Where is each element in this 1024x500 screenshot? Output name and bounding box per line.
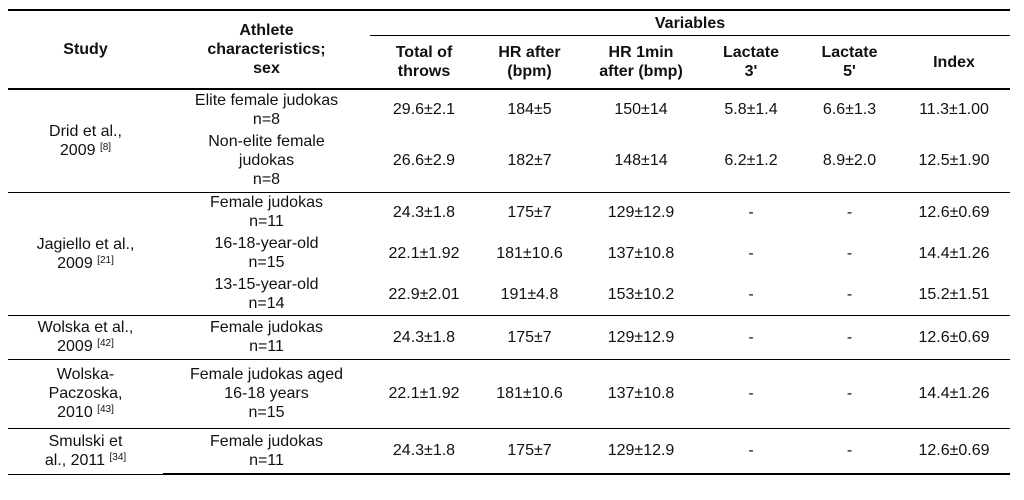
- table-row: [8, 315, 1010, 359]
- value-lactate-5: -: [846, 244, 853, 262]
- study-cell: [8, 192, 163, 315]
- athlete-line: n=11: [249, 451, 284, 469]
- header-line: HR after: [498, 44, 561, 61]
- value-hr-1min: 129±12.9: [607, 203, 675, 221]
- study-cell: [8, 428, 163, 474]
- athlete-line: 16-18-year-old: [214, 235, 319, 252]
- study-cell: [8, 359, 163, 428]
- study-line: Jagiello et al.,: [36, 235, 135, 253]
- header-athlete: [163, 10, 370, 89]
- value-total-throws: 22.9±2.01: [370, 274, 478, 315]
- header-hr-1min: [581, 36, 701, 90]
- header-hr-after: [478, 36, 581, 90]
- table-row: [8, 192, 1010, 232]
- header-line: Total of: [395, 44, 453, 61]
- value-lactate-3: -: [701, 315, 801, 359]
- athlete-line: n=8: [252, 170, 281, 188]
- header-variables: Variables: [370, 10, 1010, 36]
- value-index: 12.6±0.69: [898, 315, 1010, 359]
- athlete-line: n=15: [248, 254, 285, 271]
- athlete-line: n=8: [252, 110, 281, 128]
- study-group-wolska: [8, 315, 1010, 359]
- header-index: [898, 36, 1010, 90]
- header-total-throws: [370, 36, 478, 90]
- value-lactate-5: -: [801, 359, 898, 428]
- value-hr-after: 181±10.6: [496, 244, 563, 262]
- reference-superscript: [34]: [109, 452, 127, 463]
- athlete-cell: [163, 89, 370, 129]
- value-total-throws: 26.6±2.9: [370, 129, 478, 192]
- value-hr-1min: 129±12.9: [581, 428, 701, 474]
- value-lactate-3: -: [748, 244, 754, 262]
- table-row: [8, 428, 1010, 474]
- study-line: Smulski et: [48, 433, 123, 450]
- study-line: Wolska-: [56, 366, 115, 383]
- value-total-throws: 24.3±1.8: [370, 315, 478, 359]
- header-athlete-line: sex: [253, 60, 280, 77]
- study-group-smulski: [8, 428, 1010, 474]
- value-hr-after: 175±7: [507, 203, 552, 221]
- value-total-throws: 24.3±1.8: [392, 203, 456, 221]
- athlete-line: Female judokas: [210, 319, 323, 336]
- value-index: 14.4±1.26: [898, 359, 1010, 428]
- value-lactate-5: 8.9±2.0: [801, 129, 898, 192]
- value-index: 12.6±0.69: [918, 203, 990, 221]
- header-line: Index: [933, 53, 975, 71]
- athlete-line: Female judokas: [210, 194, 323, 212]
- value-hr-1min: 153±10.2: [581, 274, 701, 315]
- study-line: 2010: [57, 404, 93, 421]
- athlete-line: judokas: [238, 151, 295, 169]
- value-hr-after: 191±4.8: [478, 274, 581, 315]
- athlete-cell: [163, 315, 370, 359]
- value-hr-after: 182±7: [478, 129, 581, 192]
- header-line: Lactate: [722, 44, 780, 61]
- study-line: al., 2011: [44, 452, 106, 469]
- header-line: HR 1min: [608, 44, 674, 61]
- reference-superscript: [43]: [97, 404, 114, 415]
- value-lactate-3: -: [701, 274, 801, 315]
- study-group-wolska-paczoska: [8, 359, 1010, 428]
- header-line: throws: [397, 63, 451, 80]
- value-lactate-3: -: [701, 428, 801, 474]
- header-athlete-line: characteristics;: [207, 41, 326, 58]
- reference-superscript: [21]: [97, 254, 114, 266]
- header-line: 5': [843, 63, 856, 80]
- athlete-cell: [163, 129, 370, 192]
- athlete-line: Elite female judokas: [194, 91, 339, 109]
- header-athlete-line: Athlete: [239, 22, 294, 39]
- athlete-line: Non-elite female: [208, 132, 325, 150]
- study-line: 2009: [57, 254, 93, 272]
- athlete-line: n=11: [249, 338, 284, 355]
- athlete-cell: [163, 359, 370, 428]
- header-study: [8, 10, 163, 89]
- study-line: 2009: [59, 141, 96, 159]
- header-line: after (bmp): [599, 63, 683, 80]
- value-lactate-5: -: [801, 274, 898, 315]
- value-hr-1min: 148±14: [581, 129, 701, 192]
- value-hr-after: 184±5: [507, 101, 552, 118]
- value-total-throws: 22.1±1.92: [388, 244, 460, 262]
- athlete-line: Female judokas: [210, 432, 323, 450]
- athlete-line: 16-18 years: [224, 385, 309, 402]
- header-line: (bpm): [507, 63, 552, 80]
- athlete-cell: [163, 232, 370, 274]
- value-hr-after: 175±7: [478, 428, 581, 474]
- value-lactate-3: -: [701, 359, 801, 428]
- reference-superscript: [8]: [99, 141, 112, 153]
- reference-superscript: [42]: [97, 338, 114, 349]
- value-total-throws: 29.6±2.1: [392, 101, 456, 118]
- value-hr-after: 175±7: [478, 315, 581, 359]
- header-line: 3': [744, 63, 758, 80]
- value-lactate-5: -: [846, 203, 853, 221]
- value-lactate-5: 6.6±1.3: [822, 101, 877, 118]
- study-cell: [8, 315, 163, 359]
- value-hr-1min: 129±12.9: [581, 315, 701, 359]
- athlete-line: 13-15-year-old: [214, 276, 319, 294]
- study-group-drid: [8, 89, 1010, 192]
- study-group-jagiello: [8, 192, 1010, 315]
- results-table: [8, 9, 1010, 475]
- value-total-throws: 24.3±1.8: [370, 428, 478, 474]
- value-index: 12.6±0.69: [898, 428, 1010, 474]
- table-row: [8, 359, 1010, 428]
- header-lactate-5: [801, 36, 898, 90]
- study-line: 2009: [57, 338, 93, 355]
- athlete-line: n=11: [249, 213, 284, 231]
- athlete-cell: [163, 274, 370, 315]
- athlete-line: n=14: [248, 295, 285, 313]
- value-hr-1min: 150±14: [614, 101, 668, 118]
- value-lactate-3: 6.2±1.2: [701, 129, 801, 192]
- study-cell: [8, 89, 163, 192]
- header-study-label: Study: [63, 41, 108, 58]
- value-hr-1min: 137±10.8: [607, 244, 675, 262]
- athlete-cell: [163, 428, 370, 474]
- athlete-line: Female judokas aged: [190, 366, 343, 383]
- header-line: Lactate: [821, 44, 878, 61]
- table-row: [8, 89, 1010, 129]
- value-index: 11.3±1.00: [919, 101, 989, 118]
- study-line: Paczoska,: [48, 385, 123, 402]
- value-index: 14.4±1.26: [918, 244, 990, 262]
- value-total-throws: 22.1±1.92: [370, 359, 478, 428]
- study-line: Wolska et al.,: [37, 319, 134, 336]
- athlete-cell: [163, 192, 370, 232]
- value-lactate-3: 5.8±1.4: [724, 101, 778, 118]
- value-lactate-5: -: [801, 428, 898, 474]
- athlete-line: n=15: [248, 404, 285, 421]
- table-header: [8, 10, 1010, 89]
- value-hr-after: 181±10.6: [478, 359, 581, 428]
- header-lactate-3: [701, 36, 801, 90]
- value-index: 12.5±1.90: [898, 129, 1010, 192]
- value-hr-1min: 137±10.8: [581, 359, 701, 428]
- value-index: 15.2±1.51: [898, 274, 1010, 315]
- value-lactate-3: -: [748, 203, 754, 221]
- value-lactate-5: -: [801, 315, 898, 359]
- study-line: Drid et al.,: [49, 122, 122, 140]
